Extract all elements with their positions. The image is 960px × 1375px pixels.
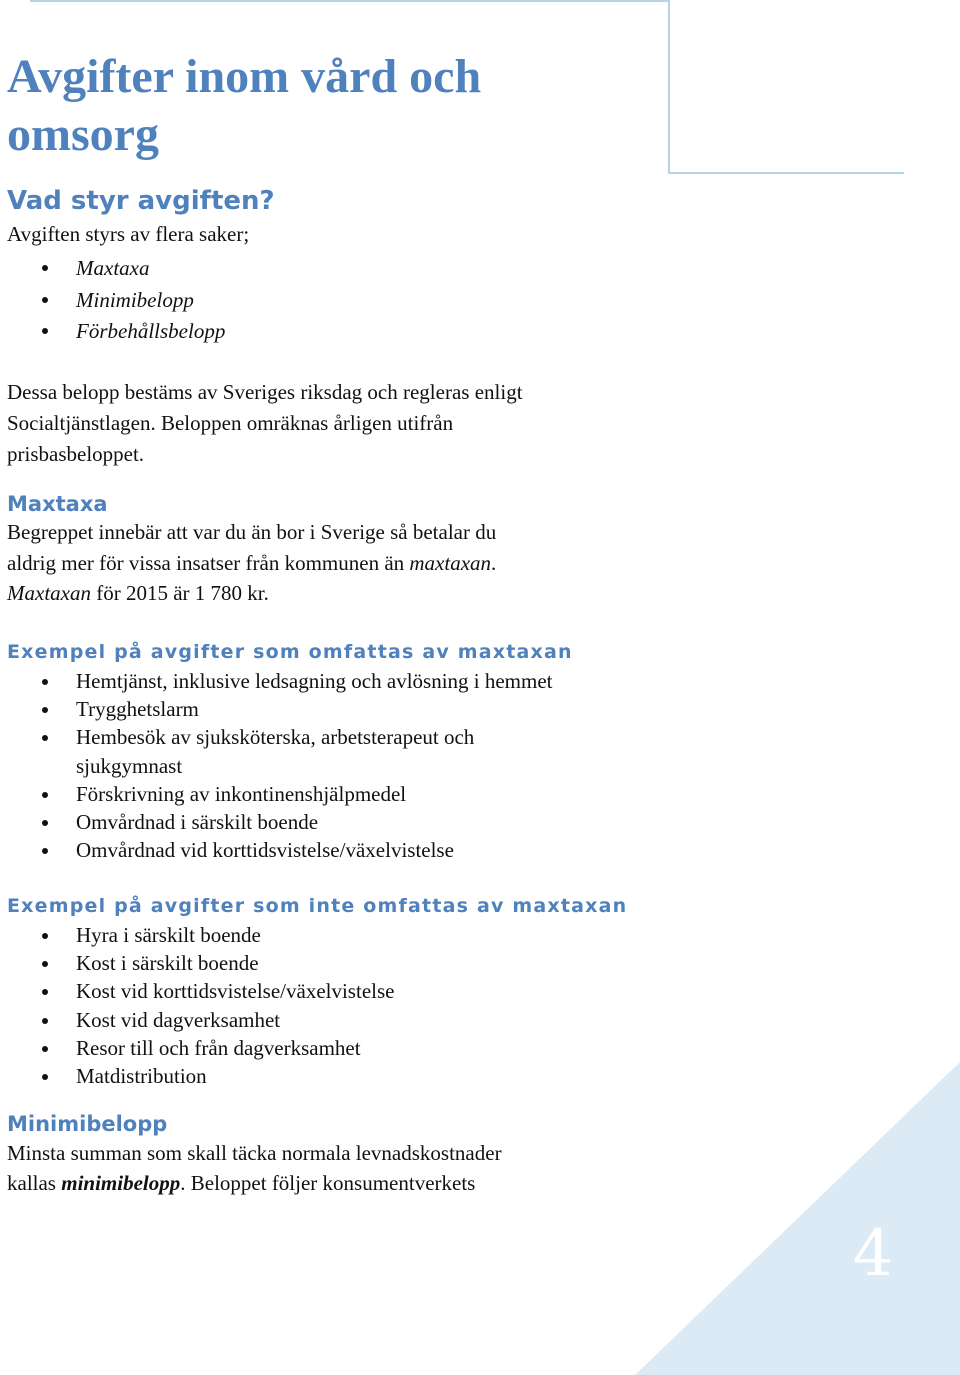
list-item xyxy=(0,723,660,779)
list-item-text: Hembesök av sjuksköterska, arbetsterapeut och xyxy=(76,725,475,750)
page-number: 4 xyxy=(852,1217,894,1291)
emphasis-maxtaxan: Maxtaxan xyxy=(7,581,91,605)
styr-paragraph xyxy=(7,377,657,470)
list-item: Hemtjänst, inklusive ledsagning och avlösning i hemmet xyxy=(0,667,660,695)
text-span: . xyxy=(491,550,497,575)
omfattas-list xyxy=(0,667,660,864)
list-item: Minimibelopp xyxy=(0,285,660,317)
list-item-continuation: sjukgymnast xyxy=(76,753,183,778)
minimibelopp-paragraph xyxy=(7,1138,657,1198)
paragraph-line xyxy=(7,578,657,609)
styr-list xyxy=(0,253,660,348)
inte-omfattas-list xyxy=(0,921,660,1090)
list-item: Kost vid dagverksamhet xyxy=(0,1006,660,1034)
paragraph-line: prisbasbeloppet. xyxy=(7,442,145,466)
list-item: Hyra i särskilt boende xyxy=(0,921,660,949)
maxtaxa-paragraph xyxy=(7,517,657,609)
list-item: Kost vid korttidsvistelse/växelvistelse xyxy=(0,977,660,1005)
heading-vad-styr: Vad styr avgiften? xyxy=(7,186,275,216)
paragraph-line xyxy=(7,1168,657,1198)
list-item: Omvårdnad vid korttidsvistelse/växelvistelse xyxy=(0,836,660,864)
paragraph-line: Dessa belopp bestäms av Sveriges riksdag och regleras enligt xyxy=(7,380,523,404)
corner-triangle xyxy=(635,1062,960,1375)
heading-inte-omfattas: Exempel på avgifter som inte omfattas av maxtaxan xyxy=(7,895,628,917)
list-item: Förbehållsbelopp xyxy=(0,316,660,348)
text-span: för 2015 är 1 780 kr. xyxy=(90,581,269,605)
heading-minimibelopp: Minimibelopp xyxy=(7,1112,168,1136)
heading-omfattas: Exempel på avgifter som omfattas av maxtaxan xyxy=(7,641,573,663)
paragraph-line xyxy=(7,548,657,579)
text-span: kallas xyxy=(7,1171,62,1195)
heading-maxtaxa: Maxtaxa xyxy=(7,492,108,516)
paragraph-line: Minsta summan som skall täcka normala levnadskostnader xyxy=(7,1141,502,1165)
list-item: Kost i särskilt boende xyxy=(0,949,660,977)
intro-text: Avgiften styrs av flera saker; xyxy=(7,222,250,246)
text-span: aldrig mer för vissa insatser från kommunen än xyxy=(7,550,410,575)
list-item: Resor till och från dagverksamhet xyxy=(0,1034,660,1062)
page-title: Avgifter inom vård och omsorg xyxy=(7,50,482,161)
list-item: Omvårdnad i särskilt boende xyxy=(0,808,660,836)
list-item: Förskrivning av inkontinenshjälpmedel xyxy=(0,780,660,808)
emphasis-minimibelopp: minimibelopp xyxy=(61,1171,181,1195)
text-span: . Beloppet följer konsumentverkets xyxy=(180,1171,476,1195)
list-item: Maxtaxa xyxy=(0,253,660,285)
list-item: Trygghetslarm xyxy=(0,695,660,723)
list-item: Matdistribution xyxy=(0,1062,660,1090)
emphasis-maxtaxan: maxtaxan xyxy=(409,550,492,575)
paragraph-line: Begreppet innebär att var du än bor i Sverige så betalar du xyxy=(7,520,497,544)
paragraph-line: Socialtjänstlagen. Beloppen omräknas årligen utifrån xyxy=(7,411,454,435)
